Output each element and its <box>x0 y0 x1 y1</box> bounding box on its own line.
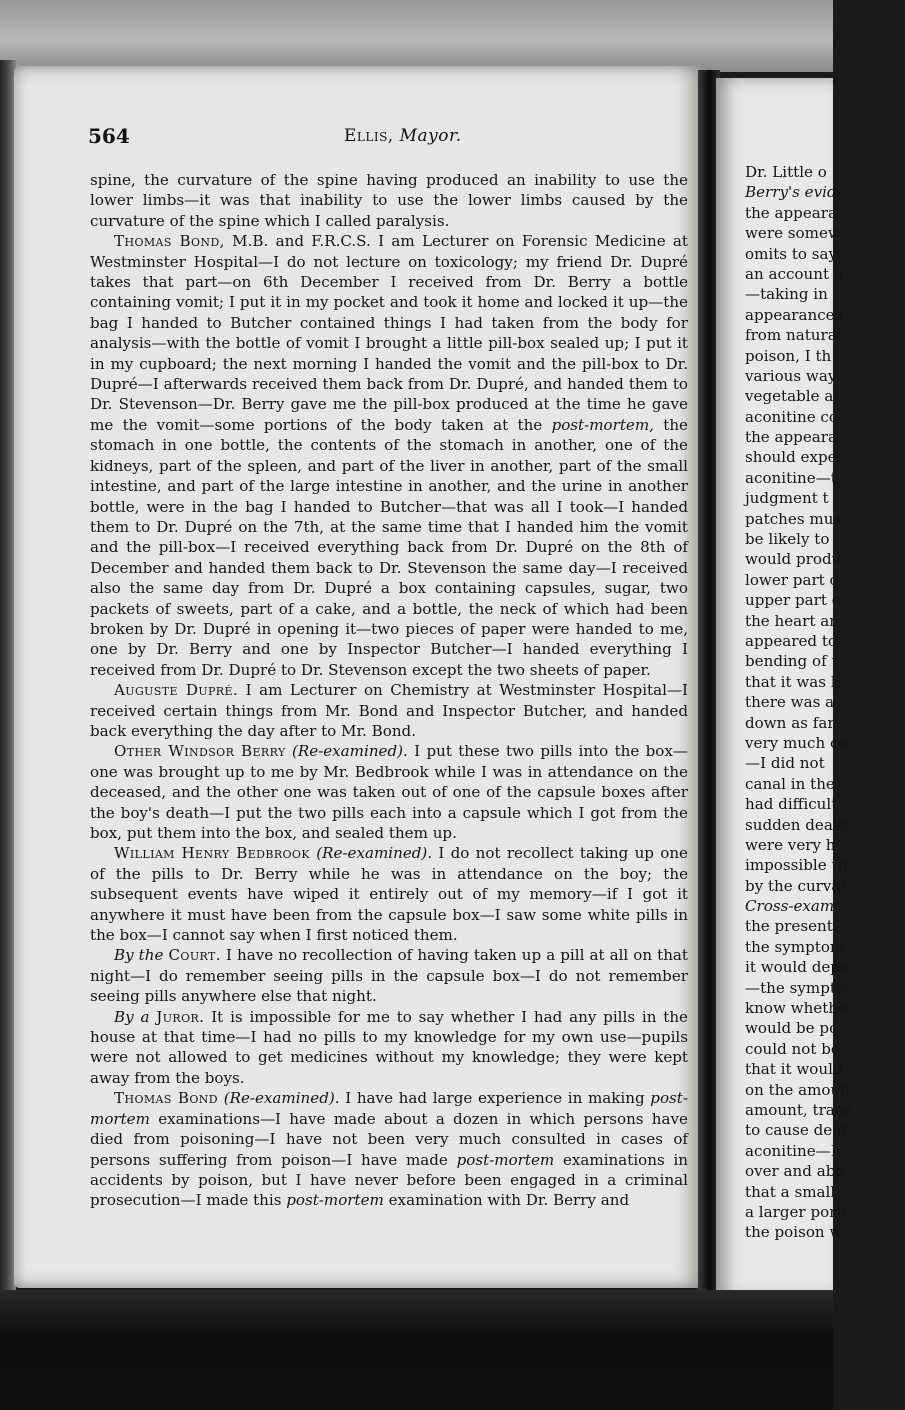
right-page-line: an account o <box>745 264 843 283</box>
body-text <box>90 170 688 1211</box>
speaker-name: Thomas Bond, <box>114 232 225 251</box>
right-page-line: the appeara <box>745 203 837 222</box>
re-examined-note: (Re-examined). <box>316 844 433 863</box>
examiner-lead: By the <box>114 946 164 965</box>
right-page-line: could not be <box>745 1039 840 1058</box>
speaker-name: Other Windsor Berry <box>114 742 286 761</box>
right-page-line: —taking in <box>745 285 828 304</box>
paragraph-text: I do not recollect taking up one of the pills to Dr. Berry while he was in attendance on the boy; the subsequent events have wiped it entirely out of my memory—if I got it anywhere it must have been from the capsule box—I saw some white pills in the box—I cannot say when I first noticed them. <box>90 844 688 945</box>
right-page-line: would be po <box>745 1019 839 1038</box>
right-page-line: very much co <box>745 733 848 752</box>
speaker-name: William Henry Bedbrook <box>114 844 310 863</box>
running-head <box>344 126 462 146</box>
paragraph-testimony <box>90 231 688 680</box>
paragraph-text: M.B. and F.R.C.S. I am Lecturer on Forensic Medicine at Westminster Hospital—I do not lecture on toxicology; my friend Dr. Dupré takes that part—on 6th December I received from Dr. Berry a bottle containing vomit; I put it in my pocket and took it home and locked it up—the bag I handed to Butcher contained things I had taken from the body for analysis—with the bottle of vomit I brought a little pill-box sealed up; I put it in my cupboard; the next morning I handed the vomit and the pill-box to Dr. Dupré—I afterwards received them back from Dr. Dupré, and handed them to Dr. Stevenson—Dr. Berry gave me the pill-box produced at the time he gave me the vomit—some portions of the body taken at the <box>90 232 688 434</box>
right-page-line: aconitine co <box>745 407 838 426</box>
right-page-line: over and abo <box>745 1162 845 1181</box>
right-page-line: know whethe <box>745 999 847 1018</box>
italic-term: post-mortem <box>90 1089 688 1128</box>
right-page-text <box>745 162 905 1243</box>
right-page-line: upper part o <box>745 591 841 610</box>
right-page-line: —the sympto <box>745 978 846 997</box>
speaker-name: Auguste Dupré. <box>114 681 239 700</box>
running-header <box>14 124 702 154</box>
paragraph-text: examination with Dr. Berry and <box>383 1191 630 1210</box>
left-page <box>14 66 702 1288</box>
right-page-line: poison, I th <box>745 346 832 365</box>
right-page-line: to cause deat <box>745 1121 848 1140</box>
right-page-line: amount, trace <box>745 1100 853 1119</box>
right-page-line: that it was h <box>745 672 841 691</box>
right-page-line: Dr. Little o <box>745 163 827 181</box>
right-page-line: the symptom <box>745 937 845 956</box>
right-page-line: were somew <box>745 224 841 243</box>
paragraph-testimony <box>90 741 688 843</box>
paragraph-testimony <box>90 680 688 741</box>
paragraph-text: It is impossible for me to say whether I had any pills in the house at that time—I had no pills to my knowledge for my own use—pupils were not allowed to get medicines without my knowledge; they were kept away from the boys. <box>90 1007 688 1087</box>
paragraph-text: I have had large experience in making <box>339 1089 651 1108</box>
right-page-line: Cross-exam <box>745 897 835 916</box>
right-page-line: aconitine—I <box>745 1141 837 1160</box>
right-page-line: there was a <box>745 693 835 712</box>
right-page-line: impossible th <box>745 856 848 875</box>
running-head-title: Mayor. <box>399 126 462 146</box>
paragraph-text: I am Lecturer on Chemistry at Westminster Hospital—I received certain things from Mr. Bond and Inspector Butcher, and handed back everything the day after to Mr. Bond. <box>90 681 688 740</box>
right-page-line: sudden death <box>745 815 849 834</box>
right-page-line: were very h <box>745 835 836 854</box>
right-page-line: the heart an <box>745 611 839 630</box>
right-page-line: omits to say <box>745 244 838 263</box>
speaker-name: Thomas Bond <box>114 1089 219 1108</box>
right-page-line: bending of t <box>745 652 838 671</box>
italic-term: post-mortem <box>456 1150 555 1169</box>
right-page-line: down as far <box>745 713 835 732</box>
right-page-line: on the amoun <box>745 1080 850 1099</box>
right-page-line: should expe <box>745 448 837 467</box>
speaker-name: Court. <box>168 946 221 965</box>
paragraph-continuation <box>90 170 688 231</box>
right-page-line: by the curvat <box>745 876 847 895</box>
running-head-name: Ellis, <box>344 126 394 146</box>
right-page-line: the poison w <box>745 1223 843 1242</box>
paragraph-text: examinations in accidents by poison, but I have never before been engaged in a criminal prosecution—I made this <box>90 1150 688 1210</box>
paragraph-text: I put these two pills into the box—one was brought up to me by Mr. Bedbrook while I was in attendance on the deceased, and the other one was taken out of one of the capsule boxes after the boy's death—I put the two pills each into a capsule which I got from the box, put them into the box, and sealed them up. <box>90 742 688 842</box>
right-page-line: would produ <box>745 550 842 569</box>
page-number: 564 <box>88 124 130 148</box>
right-page-line: that a small <box>745 1182 836 1201</box>
speaker-name: Juror. <box>156 1007 205 1026</box>
right-page-partial <box>716 78 853 1298</box>
paragraph-text: the stomach in one bottle, the contents of the stomach in another, one of the kidneys, part of the spleen, and part of the liver in another, part of the small intestine, and part of the large intestine in another, and the urine in another bottle, were in the bag I handed to Butcher—that was all I took—I handed them to Dr. Dupré on the 7th, at the same time that I handed him the vomit and the pill-box—I received everything back from Dr. Dupré on the 8th of December and handed them back to Dr. Stevenson the same day—I received also the same day from Dr. Dupré a box containing capsules, sugar, two packets of sweets, part of a cake, and a bottle, the neck of which had been broken by Dr. Dupré in opening it—two pieces of paper were handed to me, one by Dr. Berry and one by Inspector Butcher—I handed everything I received from Dr. Dupré to Dr. Stevenson except the two sheets of paper. <box>90 415 688 679</box>
right-page-line: from natura <box>745 326 837 345</box>
right-page-line: the present <box>745 917 833 936</box>
scan-background-top <box>0 0 833 72</box>
right-page-line: various way <box>745 366 837 385</box>
paragraph-testimony <box>90 1007 688 1089</box>
re-examined-note: (Re-examined). <box>291 742 408 761</box>
right-page-line: a larger porti <box>745 1202 848 1221</box>
paragraph-text: examinations—I have made about a dozen in which persons have died from poisoning—I have not been very much consulted in cases of persons suffering from poison—I have made <box>90 1109 688 1169</box>
right-page-line: vegetable al <box>745 387 839 406</box>
right-page-line: canal in the <box>745 774 835 793</box>
scan-background-bottom <box>0 1290 833 1410</box>
paragraph-text: spine, the curvature of the spine having produced an inability to use the lower limbs—it was that inability to use the lower limbs caused by the curvature of the spine which I called paralysis. <box>90 171 688 230</box>
re-examined-note: (Re-examined). <box>223 1089 340 1108</box>
right-page-line: had difficult <box>745 795 838 814</box>
paragraph-text: I have no recollection of having taken up a pill at all on that night—I do remember seeing pills in the capsule box—I do not remember seeing pills anywhere else that night. <box>90 946 688 1006</box>
right-page-line: lower part o <box>745 570 839 589</box>
right-page-line: the appeara <box>745 428 837 447</box>
right-page-line: —I did not <box>745 754 825 773</box>
paragraph-testimony <box>90 945 688 1006</box>
examiner-lead: By a <box>114 1007 150 1026</box>
right-page-line: appeared to <box>745 631 838 650</box>
paragraph-testimony <box>90 1088 688 1210</box>
right-page-line: aconitine—t <box>745 468 837 487</box>
right-page-line: judgment t <box>745 489 829 508</box>
italic-term: post-mortem <box>286 1191 384 1210</box>
italic-term: post-mortem, <box>551 415 654 434</box>
right-page-line: patches mus <box>745 509 842 528</box>
right-page-line: Berry's evid <box>745 183 837 202</box>
right-page-line: it would depe <box>745 958 849 977</box>
right-page-line: appearances <box>745 305 843 324</box>
right-page-line: that it would <box>745 1060 843 1079</box>
paragraph-testimony <box>90 843 688 945</box>
right-page-line: be likely to <box>745 530 830 549</box>
